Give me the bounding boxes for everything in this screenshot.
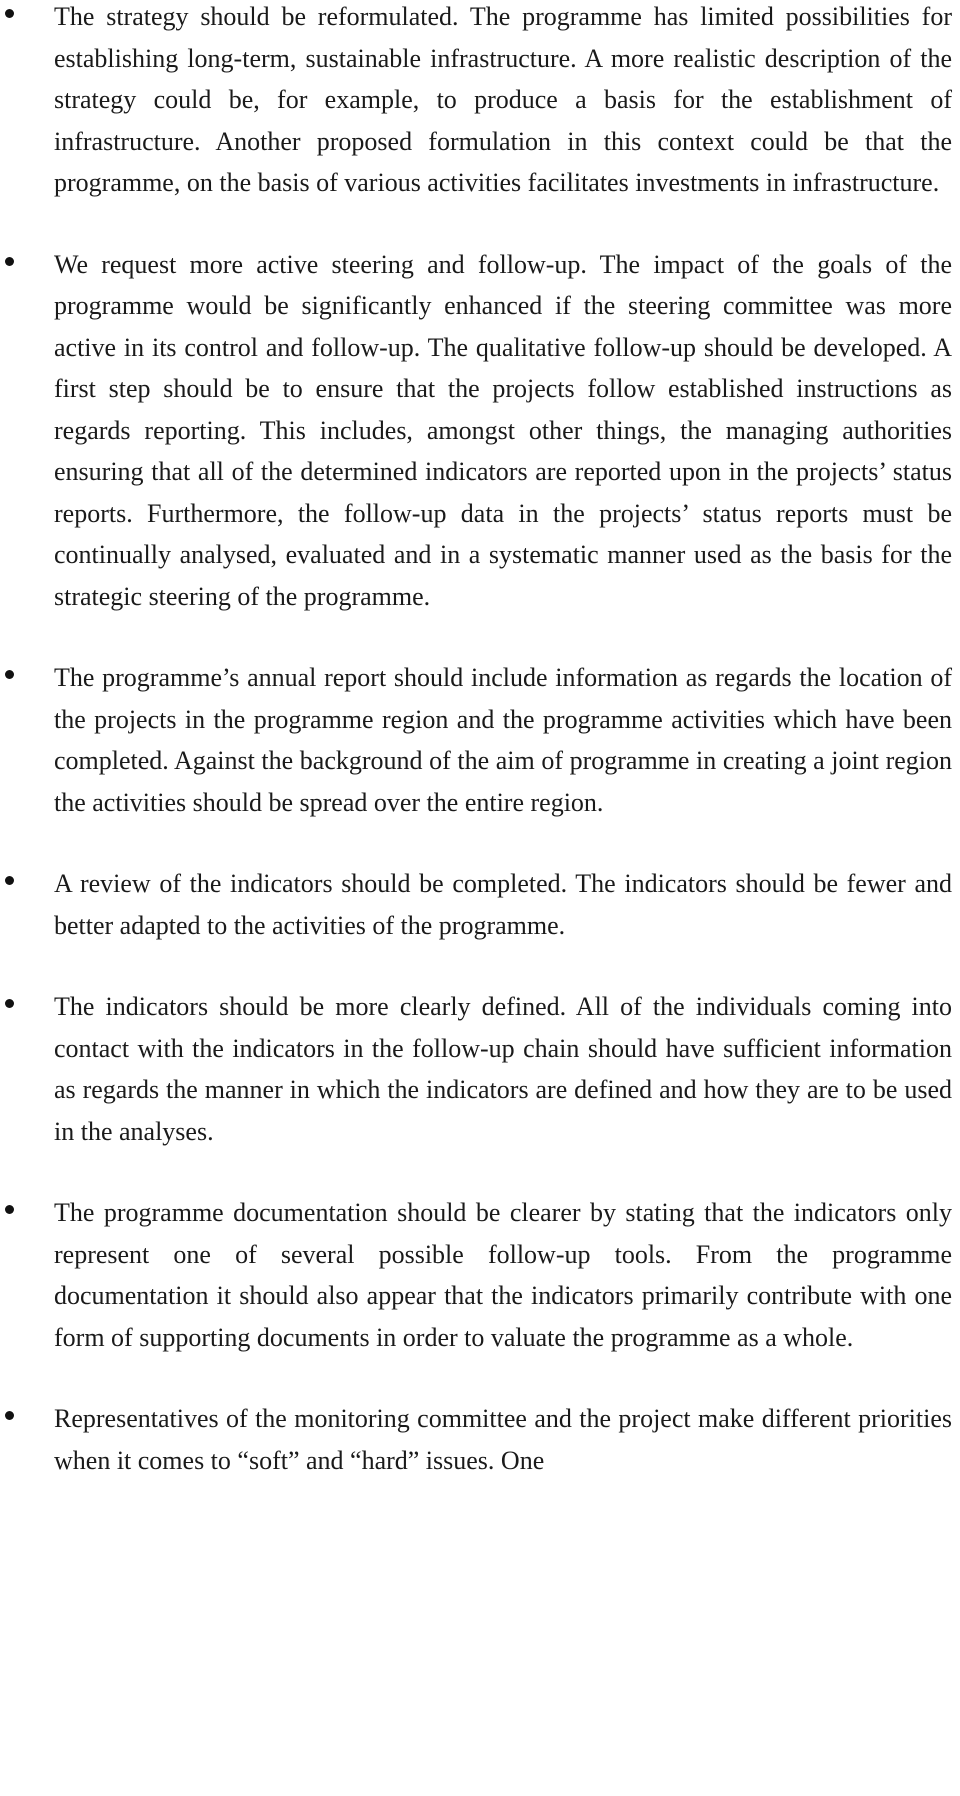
- bullet-icon: [5, 257, 14, 266]
- bullet-icon: [5, 876, 14, 885]
- list-item: [0, 0, 960, 204]
- list-item: [0, 1192, 960, 1358]
- list-item: [0, 986, 960, 1152]
- list-item-text: The programme’s annual report should include information as regards the location of the projects in the programme region and the programme activities which have been completed. Against the background of the aim of programme in creating a joint region the activities should be spread over the entire region.: [54, 663, 952, 817]
- bullet-icon: [5, 999, 14, 1008]
- list-item: [0, 244, 960, 618]
- list-item: [0, 1398, 960, 1481]
- bullet-icon: [5, 670, 14, 679]
- list-item-text: The indicators should be more clearly defined. All of the individuals coming into contact with the indicators in the follow-up chain should have sufficient information as regards the manner in which the indicators are defined and how they are to be used in the analyses.: [54, 992, 952, 1146]
- bullet-icon: [5, 9, 14, 18]
- bullet-icon: [5, 1411, 14, 1420]
- list-item-text: The programme documentation should be clearer by stating that the indicators only represent one of several possible follow-up tools. From the programme documentation it should also appear that the indicators primarily contribute with one form of supporting documents in order to valuate the programme as a whole.: [54, 1198, 952, 1352]
- list-item-text: We request more active steering and follow-up. The impact of the goals of the programme would be significantly enhanced if the steering committee was more active in its control and follow-up. The qualitative follow-up should be developed. A first step should be to ensure that the projects follow established instructions as regards reporting. This includes, amongst other things, the managing authorities ensuring that all of the determined indicators are reported upon in the projects’ status reports. Furthermore, the follow-up data in the projects’ status reports must be continually analysed, evaluated and in a systematic manner used as the basis for the strategic steering of the programme.: [54, 249, 952, 611]
- bullet-icon: [5, 1205, 14, 1214]
- list-item-text: The strategy should be reformulated. The programme has limited possibilities for establishing long-term, sustainable infrastructure. A more realistic description of the strategy could be, for example, to produce a basis for the establishment of infrastructure. Another proposed formulation in this context could be that the programme, on the basis of various activities facilitates investments in infrastructure.: [54, 2, 952, 197]
- list-item-text: Representatives of the monitoring committee and the project make different priorities when it comes to “soft” and “hard” issues. One: [54, 1404, 952, 1475]
- list-item-text: A review of the indicators should be completed. The indicators should be fewer and better adapted to the activities of the programme.: [54, 869, 952, 940]
- list-item: [0, 657, 960, 823]
- list-item: [0, 863, 960, 946]
